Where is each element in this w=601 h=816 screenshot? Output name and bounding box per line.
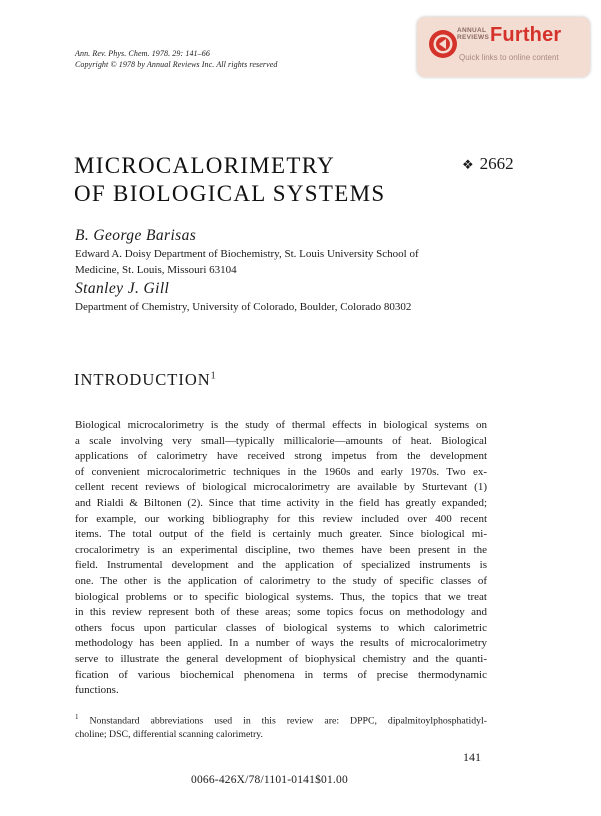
title-line-2: OF BIOLOGICAL SYSTEMS — [74, 181, 386, 206]
author-name: Stanley J. Gill — [75, 280, 170, 297]
ornament-icon: ❖ — [462, 157, 474, 172]
footnote-line: choline; DSC, differential scanning calorimetry. — [75, 729, 263, 741]
body-line: cellent recent reviews of biological microcalorimetry are available by Sturtevant (1) — [75, 481, 487, 494]
footnote-mark: 1 — [75, 713, 79, 721]
body-line: applications of calorimetry have received strong impetus from the development — [75, 450, 487, 463]
copyright-line: Copyright © 1978 by Annual Reviews Inc. All rights reserved — [75, 60, 278, 69]
annual-reviews-wordmark: ANNUAL REVIEWS — [457, 27, 490, 41]
body-line: a scale involving very small—typically millicalorie—amounts of heat. Biological — [75, 434, 487, 447]
body-line: functions. — [75, 684, 119, 697]
section-heading: INTRODUCTION$^1$ — [74, 370, 217, 389]
body-line: biological problems or to specific biological systems. Thus, the topics that we treat — [75, 590, 487, 603]
author-name: B. George Barisas — [75, 227, 197, 244]
footnote-reference[interactable]: 1 — [210, 370, 217, 382]
article-title — [74, 152, 385, 208]
article-number — [462, 154, 514, 174]
page-number: 141 — [463, 750, 481, 764]
journal-citation — [75, 48, 277, 70]
article-number-value: 2662 — [479, 154, 514, 173]
body-line: in this review represent both of these areas; some topics focus on methodology and — [75, 606, 487, 619]
body-paragraph — [75, 418, 487, 699]
body-line: for example, our working bibliography for this review included over 400 recent — [75, 512, 487, 525]
author-affiliation: Department of Chemistry, University of Colorado, Boulder, Colorado 80302 — [75, 301, 412, 313]
title-line-1: MICROCALORIMETRY — [74, 153, 336, 178]
author-affiliation: Edward A. Doisy Department of Biochemistry, St. Louis University School of Medicine, St. Louis, Missouri 63104 — [75, 248, 419, 276]
further-tagline: Quick links to online content — [459, 53, 559, 62]
body-line: Biological microcalorimetry is the study of thermal effects in biological systems on — [75, 419, 487, 431]
annual-reviews-logo-icon — [428, 29, 458, 59]
body-line: one. The other is the application of calorimetry to the study of specific classes of — [75, 574, 487, 587]
issn-price-line: 0066-426X/78/1101-0141$01.00 — [191, 774, 348, 786]
further-label: Further — [490, 24, 562, 46]
body-line: field. Instrumental development and the application of specialized instruments is — [75, 559, 487, 572]
body-line: fication of various biochemical phenomena in terms of precise thermodynamic — [75, 668, 487, 681]
body-line: crocalorimetry is an experimental discipline, two themes have been present in the — [75, 543, 487, 556]
body-line: and Rialdi & Biltonen (2). Since that time activity in the field has greatly expanded; — [75, 496, 487, 509]
footnote — [75, 710, 487, 742]
body-line: others focus upon particular classes of biological systems to which calorimetric — [75, 621, 487, 634]
body-line: serve to illustrate the general development of biophysical chemistry and the quanti- — [75, 652, 487, 665]
footnote-line: $^1$ Nonstandard abbreviations used in this review are: DPPC, dipalmitoylphosphatidyl- — [75, 713, 487, 727]
citation-line: Ann. Rev. Phys. Chem. 1978. 29: 141–66 — [75, 49, 210, 58]
body-line: methodology has been applied. In a number of ways the results of microcalorimetry — [75, 637, 487, 650]
body-line: of convenient microcalorimetric techniques in the 1960s and early 1970s. Two ex- — [75, 465, 487, 478]
body-line: items. The total output of the field is certainly much greater. Since biological mi- — [75, 528, 487, 541]
further-links-badge[interactable] — [417, 17, 590, 77]
